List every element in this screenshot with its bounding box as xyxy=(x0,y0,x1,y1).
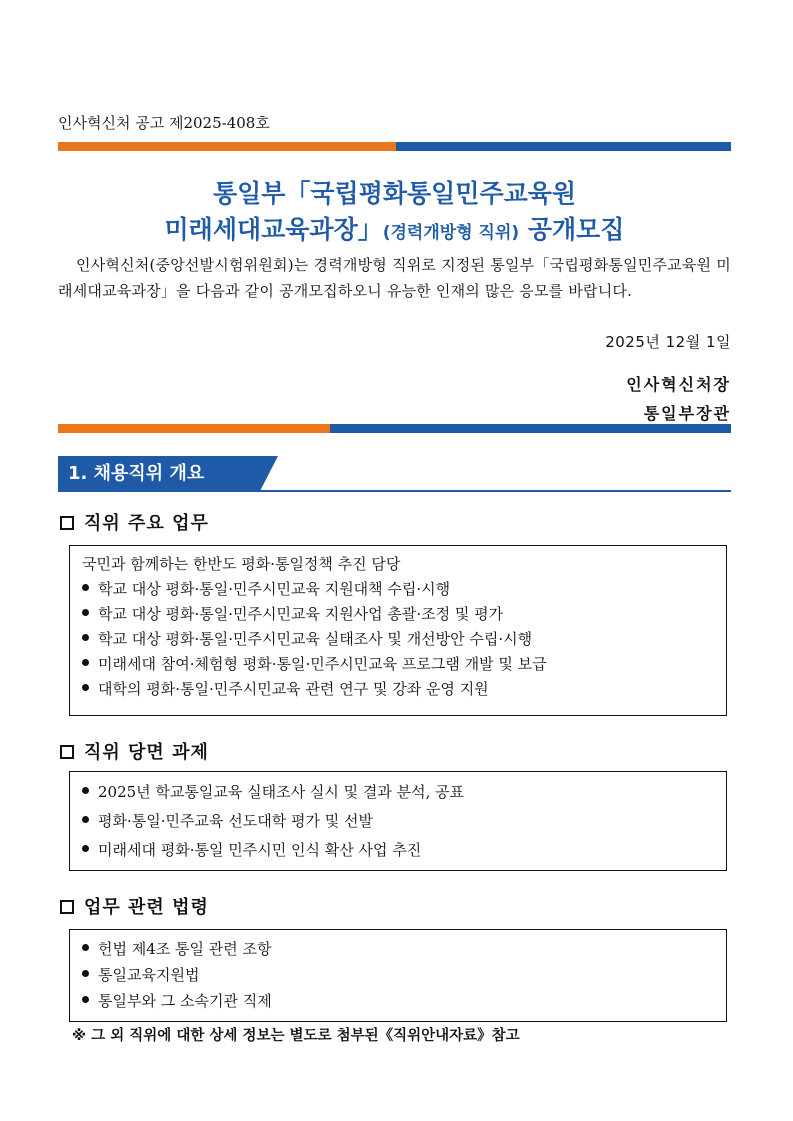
bullet-icon xyxy=(82,634,89,641)
duties-lead: 국민과 함께하는 한반도 평화·통일정책 추진 담당 xyxy=(82,555,401,573)
title-recruitment: 공개모집 xyxy=(519,215,625,244)
divider-blue-segment xyxy=(396,142,731,151)
announcement-date: 2025년 12월 1일 xyxy=(605,333,731,351)
top-divider xyxy=(58,142,731,151)
list-item-text: 대학의 평화·통일·민주시민교육 관련 연구 및 강좌 운영 지원 xyxy=(98,680,489,698)
footnote: ※ 그 외 직위에 대한 상세 정보는 별도로 첨부된《직위안내자료》참고 xyxy=(72,1028,520,1044)
signer-unification: 통일부장관 xyxy=(643,404,731,423)
tasks-heading xyxy=(60,738,209,764)
bullet-icon xyxy=(82,684,89,691)
list-item xyxy=(82,936,714,962)
divider-orange-segment xyxy=(58,424,330,433)
list-item xyxy=(82,836,714,865)
bullet-icon xyxy=(82,609,89,616)
list-item-text: 학교 대상 평화·통일·민주시민교육 지원사업 총괄·조정 및 평가 xyxy=(98,605,504,623)
duties-box xyxy=(69,545,727,716)
divider-orange-segment xyxy=(58,142,396,151)
bullet-icon xyxy=(82,584,89,591)
section-heading xyxy=(58,456,731,492)
list-item-text: 통일부와 그 소속기관 직제 xyxy=(98,992,272,1010)
divider-blue-segment xyxy=(330,424,731,433)
list-item xyxy=(82,577,714,602)
notice-number: 인사혁신처 공고 제2025-408호 xyxy=(58,114,270,132)
tasks-heading-text: 직위 당면 과제 xyxy=(84,742,209,763)
square-bullet-icon xyxy=(60,900,74,914)
list-item-text: 미래세대 평화·통일 민주시민 인식 확산 사업 추진 xyxy=(98,841,422,859)
list-item xyxy=(82,652,714,677)
list-item-text: 2025년 학교통일교육 실태조사 실시 및 결과 분석, 공표 xyxy=(98,783,465,801)
duties-heading-text: 직위 주요 업무 xyxy=(84,513,209,534)
page-title-line2 xyxy=(58,210,731,246)
bullet-icon xyxy=(82,659,89,666)
section-underline xyxy=(58,490,731,492)
laws-list xyxy=(82,936,714,1014)
bullet-icon xyxy=(82,787,89,794)
list-item-text: 헌법 제4조 통일 관련 조항 xyxy=(98,940,272,958)
laws-heading xyxy=(60,893,209,919)
duties-list xyxy=(82,577,714,702)
signer-mpm: 인사혁신처장 xyxy=(626,375,731,394)
bullet-icon xyxy=(82,944,89,951)
list-item xyxy=(82,807,714,836)
tasks-list xyxy=(82,778,714,865)
list-item xyxy=(82,988,714,1014)
laws-box xyxy=(69,929,727,1022)
square-bullet-icon xyxy=(60,516,74,530)
list-item xyxy=(82,778,714,807)
section-title: 1. 채용직위 개요 xyxy=(58,456,260,491)
square-bullet-icon xyxy=(60,745,74,759)
list-item-text: 학교 대상 평화·통일·민주시민교육 실태조사 및 개선방안 수립·시행 xyxy=(98,630,533,648)
title-position: 미래세대교육과장」 xyxy=(164,215,383,244)
bullet-icon xyxy=(82,996,89,1003)
list-item-text: 학교 대상 평화·통일·민주시민교육 지원대책 수립·시행 xyxy=(98,580,451,598)
list-item-text: 평화·통일·민주교육 선도대학 평가 및 선발 xyxy=(98,812,373,830)
list-item xyxy=(82,602,714,627)
list-item-text: 통일교육지원법 xyxy=(98,966,200,984)
duties-heading xyxy=(60,509,209,535)
laws-heading-text: 업무 관련 법령 xyxy=(84,897,209,918)
list-item xyxy=(82,627,714,652)
bullet-icon xyxy=(82,845,89,852)
list-item xyxy=(82,962,714,988)
list-item-text: 미래세대 참여·체험형 평화·통일·민주시민교육 프로그램 개발 및 보급 xyxy=(98,655,547,673)
bullet-icon xyxy=(82,816,89,823)
bullet-icon xyxy=(82,970,89,977)
list-item xyxy=(82,677,714,702)
page-title-line1: 통일부「국립평화통일민주교육원 xyxy=(212,179,577,208)
tasks-box xyxy=(69,771,727,871)
bottom-divider xyxy=(58,424,731,433)
intro-paragraph: 인사혁신처(중앙선발시험위원회)는 경력개방형 직위로 지정된 통일부「국립평화통일민주교육원 미래세대교육과장」을 다음과 같이 공개모집하오니 유능한 인재의 많은 응모를 바랍니다. xyxy=(58,256,731,300)
title-position-type: (경력개방형 직위) xyxy=(382,223,520,243)
